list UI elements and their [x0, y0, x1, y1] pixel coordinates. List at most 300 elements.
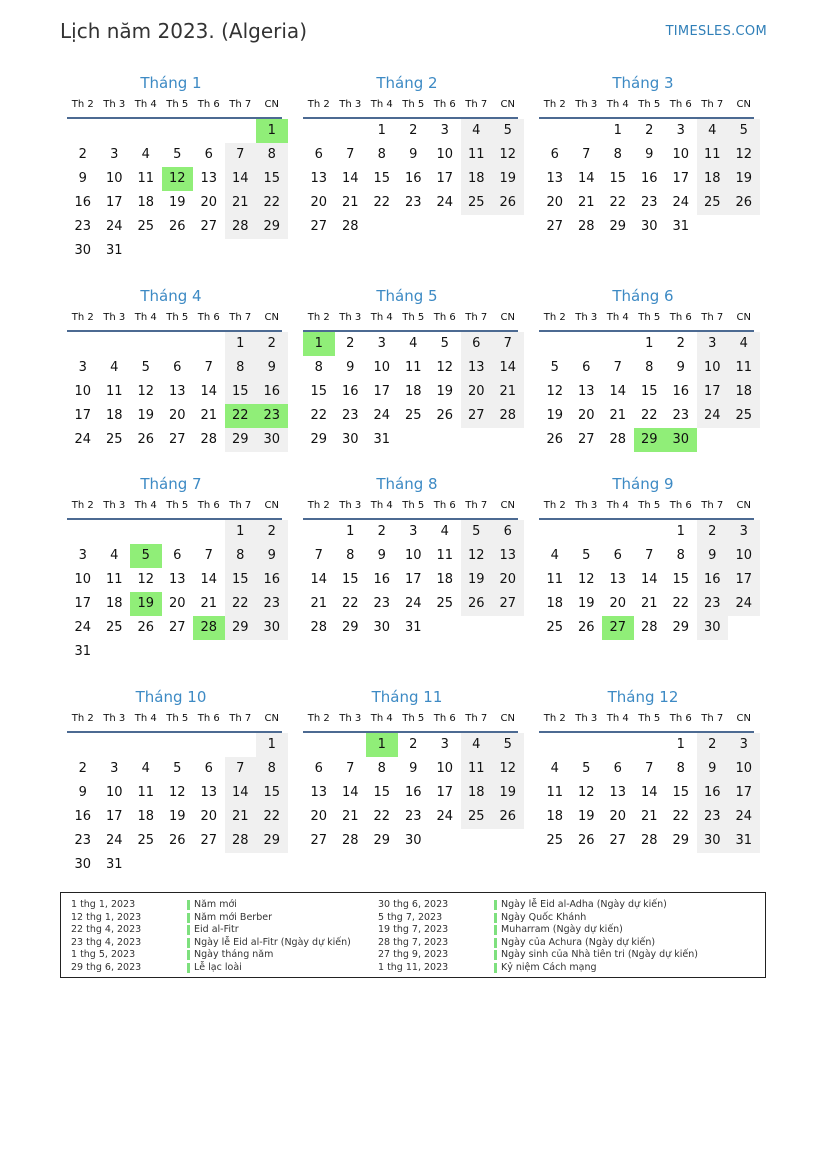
day-cell: 2: [409, 123, 418, 138]
day-cell: 9: [697, 544, 729, 568]
empty-cell: [193, 119, 225, 143]
weekday-label: Th 2: [71, 713, 94, 724]
day-grid: [67, 332, 282, 452]
day-cell: 14: [609, 384, 627, 399]
weekday-label: Th 4: [134, 99, 157, 110]
day-cell: 20: [168, 596, 186, 611]
day-cell: 8: [256, 143, 288, 167]
weekday-label: Th 5: [402, 99, 425, 110]
empty-cell: [162, 733, 194, 757]
day-cell: 12: [168, 785, 186, 800]
day-cell: 8: [676, 761, 685, 776]
weekday-label: CN: [264, 713, 279, 724]
day-cell: 13: [200, 785, 218, 800]
day-cell: 21: [225, 805, 257, 829]
empty-cell: [193, 332, 225, 356]
day-cell: 20: [310, 195, 328, 210]
month-block: [532, 687, 754, 853]
day-cell: 7: [645, 548, 654, 563]
weekday-label: CN: [500, 713, 515, 724]
day-cell: 25: [137, 219, 155, 234]
day-cell: 15: [609, 171, 627, 186]
day-cell: 4: [697, 119, 729, 143]
day-cell: 6: [550, 147, 559, 162]
weekday-label: Th 2: [71, 500, 94, 511]
day-cell: 6: [204, 147, 213, 162]
day-cell: 17: [373, 384, 391, 399]
day-cell: 21: [640, 596, 658, 611]
day-cell: 2: [78, 761, 87, 776]
day-cell: 18: [105, 596, 123, 611]
empty-cell: [162, 332, 194, 356]
legend-color-marker: [187, 925, 190, 935]
weekday-label: CN: [264, 99, 279, 110]
day-cell: 22: [672, 809, 690, 824]
day-cell: 23: [256, 592, 288, 616]
day-cell: 9: [78, 785, 87, 800]
month-name: Tháng 1: [140, 74, 202, 92]
holiday-day-cell: 30: [665, 428, 697, 452]
day-cell: 24: [74, 432, 92, 447]
empty-cell: [539, 119, 571, 143]
day-cell: 21: [609, 408, 627, 423]
empty-cell: [162, 119, 194, 143]
day-cell: 22: [341, 596, 359, 611]
weekday-label: Th 4: [370, 713, 393, 724]
day-cell: 15: [310, 384, 328, 399]
day-cell: 4: [461, 733, 493, 757]
legend-date: 1 thg 11, 2023: [378, 961, 449, 973]
day-cell: 11: [436, 548, 454, 563]
day-cell: 16: [74, 809, 92, 824]
day-cell: 28: [341, 219, 359, 234]
day-cell: 9: [697, 757, 729, 781]
day-cell: 20: [609, 809, 627, 824]
month-block: [296, 286, 518, 452]
day-cell: 8: [645, 360, 654, 375]
legend-holiday-name: Năm mới: [194, 899, 237, 910]
day-cell: 2: [377, 524, 386, 539]
day-cell: 23: [672, 408, 690, 423]
day-grid: [67, 119, 282, 263]
day-cell: 8: [346, 548, 355, 563]
day-cell: 2: [645, 123, 654, 138]
weekday-label: Th 3: [339, 312, 362, 323]
weekday-label: Th 3: [575, 99, 598, 110]
weekday-label: Th 7: [701, 312, 724, 323]
legend-holiday-name: Eid al-Fitr: [194, 924, 239, 936]
day-cell: 6: [314, 761, 323, 776]
weekday-label: Th 4: [134, 500, 157, 511]
day-cell: 1: [377, 123, 386, 138]
day-cell: 7: [314, 548, 323, 563]
day-cell: 29: [341, 620, 359, 635]
day-cell: 24: [74, 620, 92, 635]
day-cell: 8: [613, 147, 622, 162]
day-cell: 4: [110, 548, 119, 563]
day-cell: 25: [728, 404, 760, 428]
day-cell: 12: [546, 384, 564, 399]
day-cell: 27: [609, 833, 627, 848]
day-cell: 27: [200, 833, 218, 848]
day-cell: 18: [137, 809, 155, 824]
day-cell: 23: [74, 219, 92, 234]
weekday-label: Th 7: [229, 713, 252, 724]
day-cell: 11: [461, 757, 493, 781]
day-cell: 2: [697, 520, 729, 544]
day-cell: 30: [404, 833, 422, 848]
holiday-day-cell: 23: [256, 404, 288, 428]
day-cell: 13: [609, 572, 627, 587]
day-cell: 24: [728, 592, 760, 616]
weekday-label: Th 5: [402, 312, 425, 323]
day-cell: 4: [110, 360, 119, 375]
day-cell: 26: [728, 191, 760, 215]
day-cell: 4: [141, 147, 150, 162]
day-cell: 10: [436, 147, 454, 162]
day-cell: 3: [78, 360, 87, 375]
day-cell: 6: [204, 761, 213, 776]
day-cell: 21: [640, 809, 658, 824]
holiday-legend: [60, 892, 766, 978]
month-block: [532, 73, 754, 239]
month-name: Tháng 9: [612, 475, 674, 493]
weekday-header: [67, 97, 282, 119]
day-cell: 29: [256, 829, 288, 853]
day-cell: 15: [373, 171, 391, 186]
weekday-header: [67, 310, 282, 332]
day-cell: 3: [78, 548, 87, 563]
empty-cell: [130, 332, 162, 356]
weekday-label: CN: [736, 99, 751, 110]
weekday-label: Th 2: [307, 99, 330, 110]
day-cell: 18: [728, 380, 760, 404]
day-cell: 10: [672, 147, 690, 162]
legend-color-marker: [494, 950, 497, 960]
weekday-label: Th 7: [465, 713, 488, 724]
month-name: Tháng 12: [607, 688, 679, 706]
day-cell: 10: [74, 384, 92, 399]
empty-cell: [67, 119, 99, 143]
day-cell: 26: [137, 620, 155, 635]
weekday-label: Th 6: [197, 500, 220, 511]
day-cell: 23: [697, 592, 729, 616]
day-cell: 26: [492, 805, 524, 829]
weekday-label: Th 4: [606, 713, 629, 724]
empty-cell: [602, 520, 634, 544]
day-cell: 12: [436, 360, 454, 375]
day-cell: 2: [256, 520, 288, 544]
weekday-label: Th 5: [402, 713, 425, 724]
day-cell: 28: [609, 432, 627, 447]
day-cell: 5: [173, 761, 182, 776]
weekday-label: Th 3: [575, 500, 598, 511]
day-cell: 17: [105, 195, 123, 210]
day-cell: 13: [492, 544, 524, 568]
day-cell: 28: [225, 829, 257, 853]
day-cell: 8: [225, 356, 257, 380]
month-name: Tháng 3: [612, 74, 674, 92]
weekday-label: Th 6: [197, 99, 220, 110]
day-cell: 9: [409, 761, 418, 776]
day-cell: 19: [546, 408, 564, 423]
weekday-header: [539, 498, 754, 520]
empty-cell: [225, 733, 257, 757]
day-cell: 22: [225, 592, 257, 616]
day-cell: 22: [256, 191, 288, 215]
day-cell: 30: [256, 616, 288, 640]
day-cell: 5: [173, 147, 182, 162]
legend-color-marker: [187, 938, 190, 948]
day-cell: 22: [373, 809, 391, 824]
month-block: [296, 687, 518, 853]
day-cell: 31: [373, 432, 391, 447]
legend-date: 22 thg 4, 2023: [71, 924, 142, 936]
day-cell: 4: [550, 548, 559, 563]
day-cell: 24: [105, 219, 123, 234]
day-cell: 7: [346, 761, 355, 776]
day-cell: 18: [461, 167, 493, 191]
empty-cell: [602, 733, 634, 757]
day-cell: 7: [645, 761, 654, 776]
day-cell: 10: [373, 360, 391, 375]
day-cell: 17: [404, 572, 422, 587]
month-name: Tháng 7: [140, 475, 202, 493]
day-cell: 25: [404, 408, 422, 423]
day-cell: 14: [341, 171, 359, 186]
weekday-header: [67, 711, 282, 733]
day-grid: [539, 332, 754, 452]
day-cell: 10: [728, 544, 760, 568]
day-cell: 17: [697, 380, 729, 404]
weekday-label: Th 7: [701, 99, 724, 110]
day-cell: 13: [577, 384, 595, 399]
weekday-label: Th 4: [370, 99, 393, 110]
weekday-label: Th 5: [638, 99, 661, 110]
day-cell: 4: [461, 119, 493, 143]
day-cell: 29: [310, 432, 328, 447]
day-cell: 19: [577, 809, 595, 824]
day-cell: 26: [436, 408, 454, 423]
weekday-label: Th 7: [229, 500, 252, 511]
weekday-header: [303, 97, 518, 119]
day-cell: 12: [728, 143, 760, 167]
legend-date: 23 thg 4, 2023: [71, 936, 142, 948]
weekday-label: CN: [500, 500, 515, 511]
day-cell: 19: [728, 167, 760, 191]
site-link[interactable]: TIMESLES.COM: [665, 24, 767, 39]
day-cell: 11: [697, 143, 729, 167]
weekday-label: CN: [736, 500, 751, 511]
day-cell: 31: [728, 829, 760, 853]
weekday-header: [539, 711, 754, 733]
day-cell: 22: [609, 195, 627, 210]
day-cell: 19: [137, 408, 155, 423]
weekday-label: Th 6: [669, 312, 692, 323]
day-grid: [67, 520, 282, 664]
day-cell: 11: [105, 384, 123, 399]
day-grid: [303, 520, 518, 640]
day-cell: 3: [697, 332, 729, 356]
day-cell: 16: [404, 171, 422, 186]
weekday-label: Th 3: [339, 713, 362, 724]
day-cell: 8: [225, 544, 257, 568]
day-cell: 10: [74, 572, 92, 587]
day-cell: 7: [225, 757, 257, 781]
empty-cell: [571, 332, 603, 356]
day-cell: 10: [105, 785, 123, 800]
weekday-label: Th 7: [465, 99, 488, 110]
weekday-label: Th 7: [465, 500, 488, 511]
empty-cell: [571, 119, 603, 143]
weekday-label: Th 3: [103, 312, 126, 323]
day-cell: 16: [697, 568, 729, 592]
day-cell: 14: [640, 572, 658, 587]
day-cell: 25: [546, 620, 564, 635]
day-cell: 20: [492, 568, 524, 592]
weekday-label: Th 7: [229, 99, 252, 110]
day-cell: 14: [577, 171, 595, 186]
day-cell: 29: [256, 215, 288, 239]
weekday-header: [303, 711, 518, 733]
legend-color-marker: [187, 950, 190, 960]
day-cell: 25: [105, 620, 123, 635]
day-cell: 29: [373, 833, 391, 848]
day-cell: 25: [697, 191, 729, 215]
empty-cell: [67, 520, 99, 544]
day-cell: 26: [492, 191, 524, 215]
day-cell: 28: [225, 215, 257, 239]
empty-cell: [99, 332, 131, 356]
empty-cell: [67, 733, 99, 757]
weekday-label: Th 4: [370, 312, 393, 323]
day-cell: 14: [225, 167, 257, 191]
day-cell: 7: [582, 147, 591, 162]
holiday-day-cell: 27: [602, 616, 634, 640]
day-cell: 26: [577, 620, 595, 635]
day-cell: 16: [256, 568, 288, 592]
day-cell: 23: [373, 596, 391, 611]
day-grid: [539, 119, 754, 239]
day-cell: 31: [404, 620, 422, 635]
legend-holiday-name: Ngày lễ Eid al-Adha (Ngày dự kiến): [501, 899, 667, 910]
weekday-label: Th 4: [134, 713, 157, 724]
day-cell: 29: [225, 616, 257, 640]
day-cell: 16: [256, 380, 288, 404]
day-cell: 27: [492, 592, 524, 616]
day-cell: 4: [728, 332, 760, 356]
day-cell: 10: [728, 757, 760, 781]
empty-cell: [162, 520, 194, 544]
day-cell: 15: [341, 572, 359, 587]
empty-cell: [602, 332, 634, 356]
day-cell: 1: [613, 123, 622, 138]
holiday-day-cell: 1: [366, 733, 398, 757]
weekday-label: Th 3: [103, 713, 126, 724]
day-grid: [539, 520, 754, 640]
day-cell: 16: [672, 384, 690, 399]
empty-cell: [193, 520, 225, 544]
day-cell: 22: [310, 408, 328, 423]
day-cell: 19: [577, 596, 595, 611]
day-cell: 28: [640, 620, 658, 635]
day-cell: 1: [256, 733, 288, 757]
day-cell: 21: [492, 380, 524, 404]
day-cell: 27: [168, 432, 186, 447]
day-cell: 21: [341, 195, 359, 210]
day-cell: 6: [613, 761, 622, 776]
weekday-label: Th 4: [606, 500, 629, 511]
month-name: Tháng 11: [371, 688, 443, 706]
day-cell: 5: [550, 360, 559, 375]
weekday-label: CN: [500, 312, 515, 323]
empty-cell: [539, 520, 571, 544]
day-cell: 3: [110, 147, 119, 162]
day-cell: 14: [640, 785, 658, 800]
day-cell: 27: [546, 219, 564, 234]
weekday-label: Th 2: [543, 713, 566, 724]
day-cell: 20: [200, 809, 218, 824]
empty-cell: [130, 520, 162, 544]
day-cell: 24: [436, 195, 454, 210]
empty-cell: [225, 119, 257, 143]
day-cell: 7: [346, 147, 355, 162]
day-cell: 19: [436, 384, 454, 399]
day-cell: 2: [346, 336, 355, 351]
day-cell: 14: [225, 781, 257, 805]
legend-holiday-name: Ngày sinh của Nhà tiên tri (Ngày dự kiến): [501, 949, 698, 961]
month-name: Tháng 10: [135, 688, 207, 706]
day-cell: 3: [377, 336, 386, 351]
day-cell: 20: [546, 195, 564, 210]
empty-cell: [67, 332, 99, 356]
day-cell: 30: [256, 428, 288, 452]
weekday-label: Th 6: [669, 713, 692, 724]
day-cell: 13: [461, 356, 493, 380]
empty-cell: [130, 733, 162, 757]
legend-date: 28 thg 7, 2023: [378, 936, 449, 948]
day-cell: 27: [200, 219, 218, 234]
day-cell: 21: [225, 191, 257, 215]
day-cell: 5: [440, 336, 449, 351]
day-cell: 18: [697, 167, 729, 191]
day-cell: 15: [373, 785, 391, 800]
legend-color-marker: [494, 925, 497, 935]
day-cell: 28: [640, 833, 658, 848]
day-cell: 8: [314, 360, 323, 375]
month-name: Tháng 6: [612, 287, 674, 305]
day-cell: 3: [676, 123, 685, 138]
day-cell: 5: [582, 548, 591, 563]
day-cell: 1: [225, 520, 257, 544]
weekday-label: Th 4: [370, 500, 393, 511]
day-cell: 12: [137, 572, 155, 587]
day-cell: 29: [225, 428, 257, 452]
day-cell: 29: [672, 620, 690, 635]
weekday-label: CN: [264, 500, 279, 511]
day-cell: 13: [168, 572, 186, 587]
weekday-header: [539, 310, 754, 332]
empty-cell: [99, 733, 131, 757]
empty-cell: [571, 520, 603, 544]
day-cell: 13: [168, 384, 186, 399]
day-cell: 9: [78, 171, 87, 186]
day-cell: 20: [609, 596, 627, 611]
weekday-label: Th 5: [166, 500, 189, 511]
day-cell: 18: [546, 596, 564, 611]
day-cell: 6: [492, 520, 524, 544]
day-cell: 19: [492, 167, 524, 191]
